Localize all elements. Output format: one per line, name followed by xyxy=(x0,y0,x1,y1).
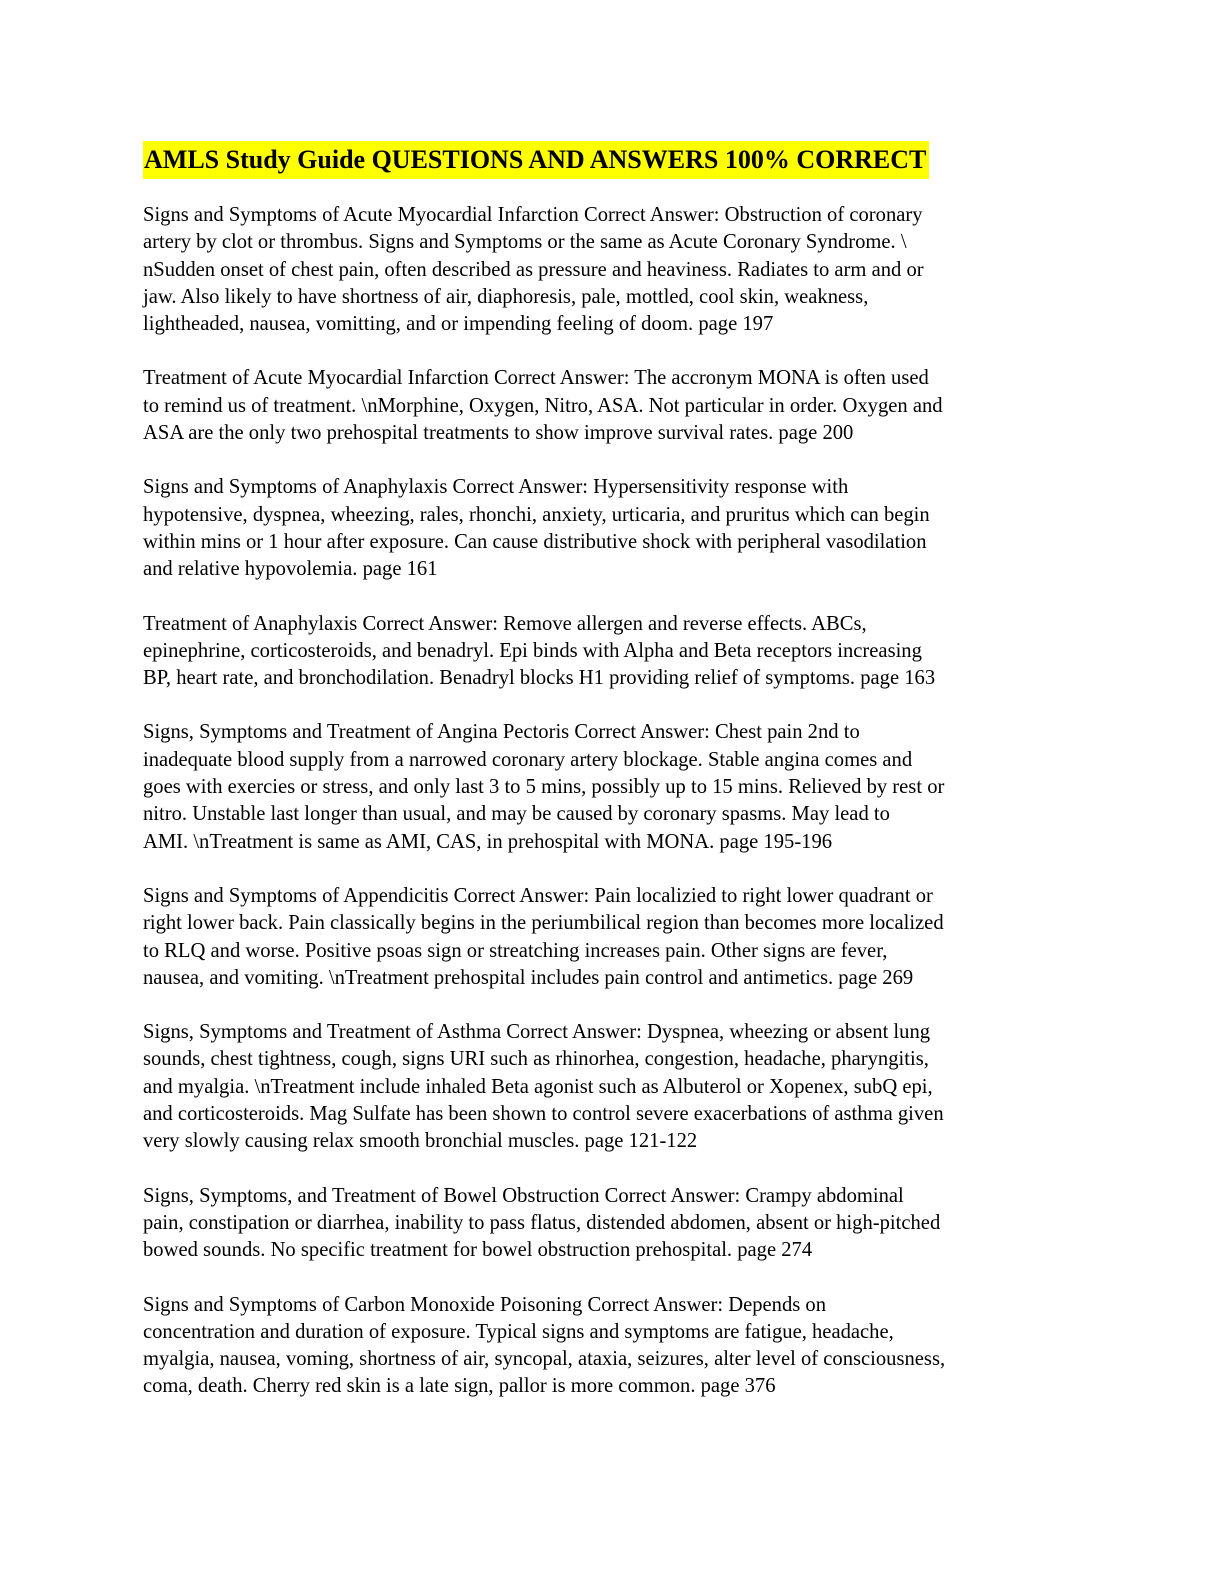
qa-entry: Treatment of Anaphylaxis Correct Answer: Remove allergen and reverse effects. ABCs, epinephrine, corticosteroids, and benadryl. Epi binds with Alpha and Beta receptors increasing BP, heart rate, and bronchodilation. Benadryl blocks H1 providing relief of symptoms. page 163 xyxy=(143,612,936,690)
document-title: AMLS Study Guide QUESTIONS AND ANSWERS 100% CORRECT xyxy=(143,141,929,179)
title-container xyxy=(143,141,929,179)
qa-entry: Signs and Symptoms of Acute Myocardial Infarction Correct Answer: Obstruction of coronary artery by clot or thrombus. Signs and Symptoms or the same as Acute Coronary Syndrome. \ nSudden onset of chest pain, often described as pressure and heaviness. Radiates to arm and or jaw. Also likely to have shortness of air, diaphoresis, pale, mottled, cool skin, weakness, lightheaded, nausea, vomitting, and or impending feeling of doom. page 197 xyxy=(143,204,924,336)
qa-entry: Signs and Symptoms of Appendicitis Correct Answer: Pain localizied to right lower quadrant or right lower back. Pain classically begins in the periumbilical region than becomes more localized to RLQ and worse. Positive psoas sign or streatching increases pain. Other signs are fever, nausea, and vomiting. \nTreatment prehospital includes pain control and antimetics. page 269 xyxy=(143,884,944,989)
qa-entry: Treatment of Acute Myocardial Infarction Correct Answer: The accronym MONA is often used to remind us of treatment. \nMorphine, Oxygen, Nitro, ASA. Not particular in order. Oxygen and ASA are the only two prehospital treatments to show improve survival rates. page 200 xyxy=(143,367,943,445)
qa-entry: Signs and Symptoms of Anaphylaxis Correct Answer: Hypersensitivity response with hypotensive, dyspnea, wheezing, rales, rhonchi, anxiety, urticaria, and pruritus which can begin within mins or 1 hour after exposure. Can cause distributive shock with peripheral vasodilation and relative hypovolemia. page 161 xyxy=(143,476,930,581)
qa-entry: Signs, Symptoms, and Treatment of Bowel Obstruction Correct Answer: Crampy abdominal pain, constipation or diarrhea, inability to pass flatus, distended abdomen, absent or high-pitched bowed sounds. No specific treatment for bowel obstruction prehospital. page 274 xyxy=(143,1184,941,1262)
qa-entry: Signs and Symptoms of Carbon Monoxide Poisoning Correct Answer: Depends on concentration and duration of exposure. Typical signs and symptoms are fatigue, headache, myalgia, nausea, voming, shortness of air, syncopal, ataxia, seizures, alter level of consciousness, coma, death. Cherry red skin is a late sign, pallor is more common. page 376 xyxy=(143,1293,946,1398)
qa-entry: Signs, Symptoms and Treatment of Asthma Correct Answer: Dyspnea, wheezing or absent lung sounds, chest tightness, cough, signs URI such as rhinorhea, congestion, headache, pharyngitis, and myalgia. \nTreatment include inhaled Beta agonist such as Albuterol or Xopenex, subQ epi, and corticosteroids. Mag Sulfate has been shown to control severe exacerbations of asthma given very slowly causing relax smooth bronchial muscles. page 121-122 xyxy=(143,1021,944,1153)
qa-entries xyxy=(143,202,1078,1428)
qa-entry: Signs, Symptoms and Treatment of Angina Pectoris Correct Answer: Chest pain 2nd to inadequate blood supply from a narrowed coronary artery blockage. Stable angina comes and goes with exercies or stress, and only last 3 to 5 mins, possibly up to 15 mins. Relieved by rest or nitro. Unstable last longer than usual, and may be caused by coronary spasms. May lead to AMI. \nTreatment is same as AMI, CAS, in prehospital with MONA. page 195-196 xyxy=(143,721,945,853)
